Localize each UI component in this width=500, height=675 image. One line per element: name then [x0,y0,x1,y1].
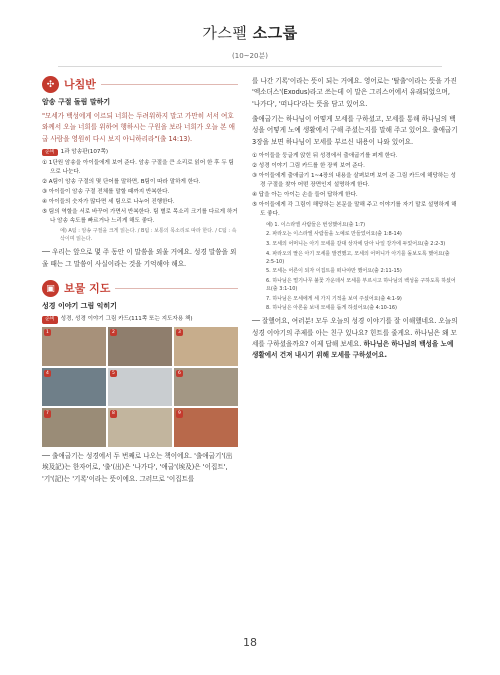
section-treasure-subtitle: 성경 이야기 그림 익히기 [42,301,117,310]
picture-card [42,408,106,447]
picture-card-number: 8 [112,411,115,417]
picture-card-number: 7 [46,411,49,417]
prep-line [42,315,238,324]
page-header [0,22,500,62]
picture-card [108,408,172,447]
picture-card-number: 2 [112,330,115,336]
example-item: 8. 하나님은 아론을 보내 모세를 돕게 하셨어요(출 4:10-16) [266,305,397,312]
prep-text: 1과 암송판(107쪽) [60,148,109,155]
story-picture-cards [42,327,238,447]
picture-card-number: 6 [178,370,181,376]
example-head: 예) 1. 이스라엘 사람들은 번성했어요(출 1:7) [266,221,366,228]
exodus-paragraph: 출애굽기는 하나님이 어떻게 모세를 구하셨고, 모세를 통해 하나님의 백성을 어떻게 노예 생활에서 구해 주셨는지를 말해 주고 있어요. 출애굽기 3장을 보면 하나님이 모세를 부르신 내용이 나와 있어요. [252,114,458,146]
picture-card [174,368,238,407]
section-compass-closing: ── 우리는 앞으로 몇 주 동안 이 말씀을 외울 거예요. 성경 말씀을 외울 때는 그 말씀이 사실이라는 것을 기억해야 해요. [42,248,237,268]
page-title [0,22,500,43]
prep-tag: 준비 [42,316,58,324]
section-compass-header [42,76,238,94]
page-number: 18 [243,636,257,649]
left-column [42,76,238,489]
title-part-b: 소그룹 [252,24,298,42]
example-item: 6. 하나님은 떨기나무 불꽃 가운데서 모세를 부르시고 하나님의 백성을 구하도록 하셨어요(출 3:1-10) [266,277,456,292]
step-item: ⑤ 아이들에게 각 그림이 해당하는 본문을 말해 주고 이야기를 자기 말로 설명하게 해도 좋다. [252,202,457,218]
picture-card [108,327,172,366]
section-compass-title: 나침반 [64,78,96,91]
example-list [252,221,458,312]
header-divider [58,66,442,67]
compass-icon: ✣ [42,76,59,93]
picture-card [108,368,172,407]
step-item: ④ 답을 아는 아이는 손을 들어 답하게 한다. [252,192,358,199]
closing-emphasis: 하나님은 하나님의 백성을 노예 생활에서 건져 내시기 위해 모세를 구하셨어요. [252,339,454,360]
step-item: ③ 아이들에게 출애굽기 1~4장의 내용을 살펴보며 보여 준 그림 카드에 해당하는 성경 구절을 찾아 어떤 장면인지 설명하게 한다. [252,173,456,189]
step-item: ④ 아이들의 숫자가 많다면 세 팀으로 나누어 진행한다. [42,198,175,205]
example-item: 2. 파라오는 이스라엘 사람들을 노예로 만들었어요(출 1:8-14) [266,231,402,238]
picture-card [42,368,106,407]
example-item: 7. 하나님은 모세에게 세 가지 기적을 보여 주셨어요(출 4:1-9) [266,295,402,302]
picture-card [174,327,238,366]
section-rule [101,84,238,85]
example-item: 4. 파라오의 딸은 아기 모세를 발견했고, 모세의 어머니가 아기를 돌보도록 했어요(출 2:5-10) [266,250,450,265]
example-item: 3. 모세의 어머니는 아기 모세를 갈대 상자에 담아 나일 강가에 두었어요(출 2:2-3) [266,240,446,247]
section-treasure-closing: ── 출애굽기는 성경에서 두 번째로 나오는 책이에요. '출애굽기'(出埃及記)는 한자어로, '출'(出)은 '나가다', '애굽'(埃及)은 '이집트', '기'(記)는 '기록'이라는 뜻이에요. 그러므로 '이집트를 [42,452,233,483]
picture-card [174,408,238,447]
picture-card-number: 3 [178,330,181,336]
time-label: (10~20분) [232,52,268,60]
step-item: ② 성경 이야기 그림 카드를 한 장씩 보여 준다. [252,163,365,170]
closing-paragraph [252,316,458,361]
prep-text: 성경, 성경 이야기 그림 카드(111쪽 또는 지도자용 책) [60,316,193,323]
picture-card-number: 5 [112,370,115,376]
step-item: ⑤ 팀의 역할을 서로 바꾸어 가면서 반복한다. 팀 별로 목소리 크기를 다르게 하거나 암송 속도를 빠르거나 느리게 해도 좋다. [42,209,238,225]
prep-line [42,148,238,157]
picture-card-number: 9 [178,411,181,417]
picture-card-number: 1 [46,330,49,336]
treasure-map-icon: ▣ [42,280,59,297]
picture-card-number: 4 [46,370,49,376]
section-treasure-title: 보물 지도 [64,281,111,295]
right-column [252,76,458,366]
picture-card [42,327,106,366]
step-item: ① 아이들을 둥글게 앉힌 뒤 성경에서 출애굽기를 펴게 한다. [252,152,398,159]
step-item: ③ 아이들이 암송 구절 전체를 말할 때까지 반복한다. [42,188,170,195]
continued-paragraph: 를 나간 기록'이라는 뜻이 되는 거예요. 영어로는 '탈출'이라는 뜻을 가진 '엑소더스'(Exodus)라고 쓰는데 이 말은 그리스어에서 유래되었으며, '나가다', '떠나다'라는 뜻을 담고 있어요. [252,77,457,108]
section-treasure-header [42,280,238,298]
title-part-a: 가스펠 [202,24,253,42]
example-note: 예) A팀 : 암송 구절을 크게 읽는다. / B팀 : 보통의 목소리로 따라 한다. / C팀 : 속삭이며 읽는다. [60,228,237,243]
section-compass-subtitle: 암송 구절 돌림 말하기 [42,97,111,106]
example-item: 5. 모세는 어른이 되자 이집트를 떠나야만 했어요(출 2:11-15) [266,268,402,275]
closing-text: ── 잘했어요, 여러분! 모두 오늘의 성경 이야기를 잘 이해했네요. 오늘의 성경 이야기의 주제를 아는 친구 있나요? 힌트를 줄게요. 하나님은 왜 모세를 구하셨을까요? 이제 답해 보세요. [252,317,458,348]
prep-tag: 준비 [42,149,58,157]
step-item: ① 1단원 암송을 아이들에게 보여 준다. 암송 구절을 큰 소리로 읽어 한 후 두 팀으로 나눈다. [42,159,234,175]
step-item: ② A팀이 암송 구절의 몇 단어를 말하면, B팀이 따라 말하게 한다. [42,178,201,185]
memory-verse: "모세가 백성에게 이르되 너희는 두려워하지 말고 가만히 서서 여호와께서 오늘 너희를 위하여 행하시는 구원을 보라 너희가 오늘 본 애굽 사람을 영원히 다시 보지 아니하리라"(출 14:13). [42,112,235,143]
section-rule [115,288,238,289]
